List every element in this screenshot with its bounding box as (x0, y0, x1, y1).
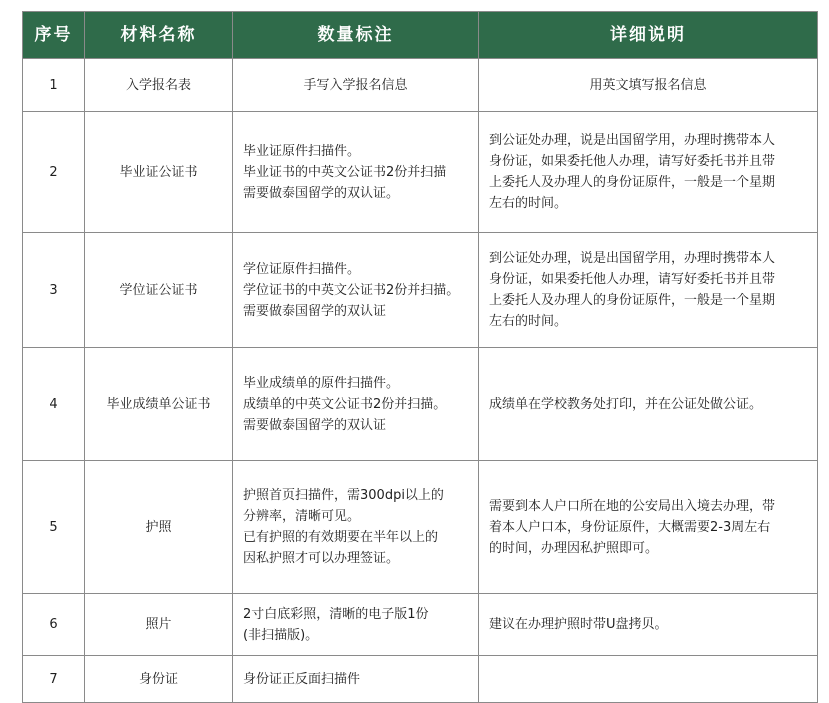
material-name: 照片 (85, 594, 233, 656)
material-name: 护照 (85, 461, 233, 594)
row-index: 7 (23, 656, 85, 703)
header-index: 序号 (23, 12, 85, 59)
material-name: 毕业证公证书 (85, 112, 233, 233)
table-row (23, 594, 818, 656)
material-name: 毕业成绩单公证书 (85, 348, 233, 461)
row-index: 2 (23, 112, 85, 233)
table-row (23, 112, 818, 233)
header-detail-description: 详细说明 (479, 12, 818, 59)
detail-description: 建议在办理护照时带U盘拷贝。 (489, 617, 668, 632)
table-row (23, 348, 818, 461)
material-name: 身份证 (85, 656, 233, 703)
table-header-row (23, 12, 818, 59)
quantity-note: 身份证正反面扫描件 (243, 671, 361, 687)
table-row (23, 461, 818, 594)
detail-description: 用英文填写报名信息 (479, 59, 818, 112)
quantity-note: 2寸白底彩照，清晰的电子版1份 (非扫描版)。 (243, 606, 429, 643)
detail-description: 到公证处办理，说是出国留学用，办理时携带本人 身份证，如果委托他人办理，请写好委托书并且带 上委托人及办理人的身份证原件，一般是一个星期 左右的时间。 (489, 133, 776, 211)
table-row (23, 233, 818, 348)
quantity-note: 手写入学报名信息 (233, 59, 479, 112)
materials-table (22, 11, 818, 703)
row-index: 3 (23, 233, 85, 348)
quantity-note: 护照首页扫描件，需300dpi以上的 分辨率，清晰可见。 已有护照的有效期要在半年以上的 因私护照才可以办理签证。 (243, 488, 444, 566)
materials-table-container (22, 11, 817, 703)
table-row (23, 656, 818, 703)
table-row (23, 59, 818, 112)
detail-description: 成绩单在学校教务处打印，并在公证处做公证。 (489, 396, 763, 412)
material-name: 入学报名表 (85, 59, 233, 112)
row-index: 4 (23, 348, 85, 461)
detail-description: 到公证处办理，说是出国留学用，办理时携带本人 身份证，如果委托他人办理，请写好委托书并且带 上委托人及办理人的身份证原件，一般是一个星期 左右的时间。 (489, 251, 776, 329)
header-material-name: 材料名称 (85, 12, 233, 59)
detail-description: 需要到本人户口所在地的公安局出入境去办理，带 着本人户口本，身份证原件，大概需要2-3周左右 的时间，办理因私护照即可。 (489, 498, 776, 556)
row-index: 1 (23, 59, 85, 112)
header-quantity-note: 数量标注 (233, 12, 479, 59)
quantity-note: 学位证原件扫描件。 学位证书的中英文公证书2份并扫描。 需要做泰国留学的双认证 (243, 261, 460, 319)
row-index: 5 (23, 461, 85, 594)
material-name: 学位证公证书 (85, 233, 233, 348)
quantity-note: 毕业证原件扫描件。 毕业证书的中英文公证书2份并扫描 需要做泰国留学的双认证。 (243, 143, 447, 201)
row-index: 6 (23, 594, 85, 656)
quantity-note: 毕业成绩单的原件扫描件。 成绩单的中英文公证书2份并扫描。 需要做泰国留学的双认证 (243, 375, 447, 433)
